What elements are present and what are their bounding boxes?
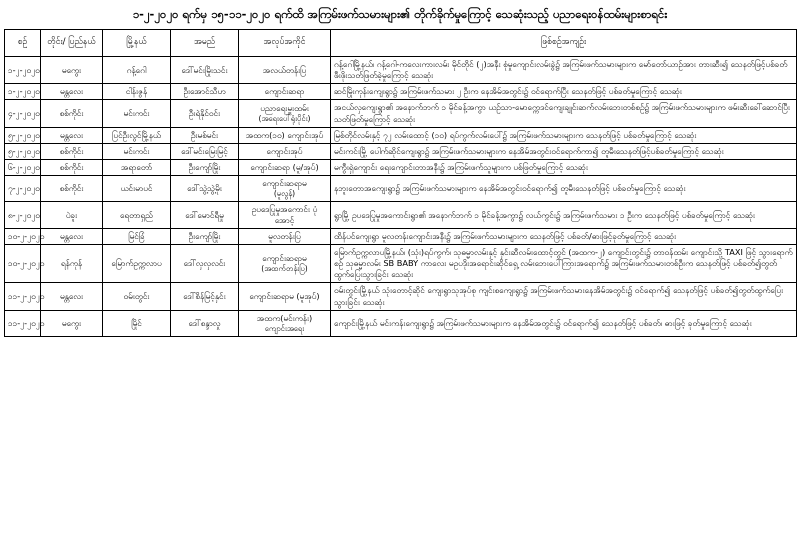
column-header-township: မြို့နယ် — [103, 30, 171, 57]
cell-region: မကွေး — [41, 310, 103, 336]
cell-township: မင်းကင်း — [103, 143, 171, 159]
cell-name: ဒေါ်စန္ဒာလှု — [171, 310, 239, 336]
cell-name: ဦးမစ်မင်း — [171, 127, 239, 143]
table-row — [5, 84, 797, 100]
cell-township: မြင်ခြံ — [103, 229, 171, 245]
cell-region: မကွေး — [41, 57, 103, 84]
cell-no: ၁-၂-၂၀၂၀ — [5, 84, 41, 100]
cell-name: ဒေါ်မောင်ရီမှု — [171, 202, 239, 229]
cell-name: ဒေါ်မင်းမြေးမြင့် — [171, 143, 239, 159]
table-row — [5, 310, 797, 336]
cell-no: ၅-၂-၂၀၂၀ — [5, 143, 41, 159]
cell-township: အရာတော် — [103, 159, 171, 175]
cell-no: ၁၁-၂-၂၀၂၀ — [5, 310, 41, 336]
cell-occupation: အထက(မင်းကန်း) ကျောင်းအရေး — [239, 310, 331, 336]
column-header-region: တိုင်း/ ပြည်နယ် — [41, 30, 103, 57]
column-header-description: ဖြစ်စဉ်အကျဉ်း — [331, 30, 797, 57]
cell-region: စစ်ကိုင်း — [41, 100, 103, 127]
cell-description: မြောက်ဥက္ကလာပမြို့နယ်၊ (သုံး)ရပ်ကွက်၊ သုဓမ္မာလမ်းနှင့် နှင်းဆီလမ်းထောင့်တွင် (အထက-၂) ကျောင်းတွင်း၌ တာဝန်ထမ်း ကျောင်းသို့ TAXI ဖြင့် သွားရောက်စဉ် သုဓမ္မာလမ်း SB BABY ကာလေး မဥပဒိုးအရောင်းဆိုင်ရှေ့ လမ်းဘေးပေါ်ကြားအရောက်၌ အကြမ်းဖက်သမားတစ်ဦးက သေနတ်ဖြင့် ပစ်ခတ်၍တွတ်ထွက်ပြေးသွားခြင်း သေဆုံး — [331, 245, 797, 283]
cell-occupation: ကျောင်းဆရာမ (မူအုပ်) — [239, 283, 331, 310]
cell-occupation: ပညာရေးမှူးထမ်း (အရေးပေါ်ရုံးပိုင်း) — [239, 100, 331, 127]
cell-region: စစ်ကိုင်း — [41, 175, 103, 201]
cell-description: မင်းကင်းမြို့ ပေါက်ဆိုင်ကျေးရွာ၌ အကြမ်းဖက်သမားများက နေအိမ်အတွင်းဝင်ရောက်ကာ၍ တူမီးသေနတ်ဖြင့်ပစ်ခတ်မှုကြောင့် သေဆုံး — [331, 143, 797, 159]
page-title: ၁-၂-၂၀၂၀ ရက်မှ ၁၅-၁၁-၂၀၂၀ ရက်ထိ အကြမ်းဖက်သမားများ၏ တိုက်ခိုက်မှုကြောင့် သေဆုံးသည့် ပညာရေးဝန်ထမ်းများစာရင်း — [132, 7, 668, 21]
cell-name: ဦးရဲနိုင်ဝင်း — [171, 100, 239, 127]
table-row — [5, 202, 797, 229]
cell-township: ဂန့်ဂေါ — [103, 57, 171, 84]
table-row — [5, 143, 797, 159]
cell-region: မန္တလေး — [41, 127, 103, 143]
table-row — [5, 283, 797, 310]
cell-occupation: အထက(၁၀) ကျောင်းအုပ် — [239, 127, 331, 143]
cell-description: မြစ်တိုင်လမ်းနှင့် ၇၂ လမ်းထောင့် (၁၀) ရပ်ကွက်လမ်းပေါ်၌ အကြမ်းဖက်သမားများက သေနတ်ဖြင့် ပစ်ခတ်မှုကြောင့် သေဆုံး — [331, 127, 797, 143]
cell-no: ၁၀-၂-၂၀၂၀ — [5, 229, 41, 245]
cell-occupation: ကျောင်းဆရာ (မူ/အုပ်) — [239, 159, 331, 175]
table-header-row — [5, 30, 797, 57]
cell-township: ပြင်ဦးလွင်မြို့နယ် — [103, 127, 171, 143]
cell-description: အငယ်လှကျေးရွာ၏ အနောက်ဘက် ၁ မိုင်ခန့်အကွာ ယဉ်သာ-မောက္ကေဒင်ကျေးချုင်းဆက်လမ်းဘေးတစ်စဉ်၌ အကြမ်းဖက်သမားများက ဖမ်းဆီးခေါ်ဆောင်ပြီး သတ်ဖြတ်မှုကြောင့် သေဆုံး — [331, 100, 797, 127]
cell-name: ဒေါ်သွဲ့သွဲ့မိုး — [171, 175, 239, 201]
cell-region: မန္တလေး — [41, 283, 103, 310]
table-row — [5, 57, 797, 84]
cell-no: ၁-၂-၂၀၂၀ — [5, 57, 41, 84]
column-header-occupation: အလုပ်အကိုင် — [239, 30, 331, 57]
cell-name: ဒေါ်လှလှလင်း — [171, 245, 239, 283]
cell-region: စစ်ကိုင်း — [41, 159, 103, 175]
cell-township: ယင်းမာပင် — [103, 175, 171, 201]
column-header-name: အမည် — [171, 30, 239, 57]
cell-no: ၄-၂-၂၀၂၀ — [5, 100, 41, 127]
cell-region: စစ်ကိုင်း — [41, 143, 103, 159]
cell-description: ဂန့်ဂေါမြို့နယ်၊ ဂန့်ဂေါ-ကလေးကားလမ်း မိုင်တိုင် (၂)အနီး စုံမှုကျောင်းလမ်းခွဲ၌ အကြမ်းဖက်သမားများက မော်တော်ယာဉ်အား တားဆီး၍ သေနတ်ဖြင့်ပစ်ခတ် ဖီးဖိုးသတ်ဖြတ်ခဲ့မှုကြောင့် သေဆုံး — [331, 57, 797, 84]
cell-no: ၇-၂-၂၀၂၀ — [5, 175, 41, 201]
table-row — [5, 100, 797, 127]
table-row — [5, 175, 797, 201]
cell-no: ၈-၂-၂၀၂၀ — [5, 202, 41, 229]
cell-occupation: ကျောင်းအုပ် — [239, 143, 331, 159]
cell-occupation: ဥပဒေပြုမှုအကောင်း ပုံအောင့် — [239, 202, 331, 229]
cell-no: ၁၀-၂-၂၀၂၀ — [5, 245, 41, 283]
cell-occupation: ကျောင်းဆရာ — [239, 84, 331, 100]
cell-description: ထိန်ပင်ကျေးရွာ မူလတန်းကျောင်းအနီး၌ အကြမ်းဖက်သမားများက သေနတ်ဖြင့် ပစ်ခတ်/ဓားဖြင့်ခုတ်မှုကြောင့် သေဆုံး — [331, 229, 797, 245]
cell-township: မြိုင် — [103, 310, 171, 336]
table-row — [5, 159, 797, 175]
cell-region: ပဲခူး — [41, 202, 103, 229]
table-row — [5, 245, 797, 283]
table-body — [5, 57, 797, 337]
cell-region: မန္တလေး — [41, 84, 103, 100]
cell-name: ဦးကျော်မြိုး — [171, 159, 239, 175]
cell-no: ၁၁-၂-၂၀၂၀ — [5, 283, 41, 310]
cell-occupation: ကျောင်းဆရာမ (မူလွန်) — [239, 175, 331, 201]
cell-no: ၅-၂-၂၀၂၀ — [5, 127, 41, 143]
cell-region: မန္တလေး — [41, 229, 103, 245]
cell-township: ရေတာရှည် — [103, 202, 171, 229]
cell-description: နဘူးတောအကျေးရွာ၌ အကြမ်းဖက်သမားများက နေအိမ်အတွင်းဝင်ရောက်၍ တူမီးသေနတ်ဖြင့် ပစ်ခတ်မှုကြောင့် သေဆုံး — [331, 175, 797, 201]
table-row — [5, 229, 797, 245]
cell-occupation: မူလတန်းပြ — [239, 229, 331, 245]
cell-occupation: ကျောင်းဆရာမ (အထက်တန်းပြ) — [239, 245, 331, 283]
cell-description: မကွီးရှဲကျောင်း ရေးကျောင်းတာအနီး၌ အကြမ်းဖက်သူများက ပစ်ဖြတ်မှုကြောင့် သေဆုံး — [331, 159, 797, 175]
cell-name: ဦးအောင်သီဟ — [171, 84, 239, 100]
cell-no: ၆-၂-၂၀၂၀ — [5, 159, 41, 175]
casualty-table — [4, 29, 797, 337]
cell-name: ဦးကျော်မြိုး — [171, 229, 239, 245]
cell-township: ဝမ်းတွင်း — [103, 283, 171, 310]
cell-description: ကျောင်းမြို့နယ် မင်းကန်းကျေးရွာ၌ အကြမ်းဖက်သမားများက နေအိမ်အတွင်း၌ ဝင်ရောက်၍ သေနတ်ဖြင့် ပစ်ခတ်၊ ဓားဖြင့် ခုတ်မှုကြောင့် သေဆုံး — [331, 310, 797, 336]
cell-description: ဝမ်းတွင်းမြို့နယ် သုံးတောင့်ဆိုင် ကျေးရွာသုအုပ်စု ကျင်းစကျေးရွာ၌ အကြမ်းဖက်သမားနေအိမ်အတွင်း၌ ဝင်ရောက်၍ သေနတ်ဖြင့် ပစ်ခတ်၍တွတ်ထွက်ပြေးသွားခြင်း သေဆုံး — [331, 283, 797, 310]
cell-description: ဆင်မြိုးကုန်းကျေးရွာ၌ အကြမ်းဖက်သမား ၂ ဦးက နေအိမ်အတွင်း၌ ဝင်ရောက်ပြီး သေနတ်ဖြင့် ပစ်ခတ်မှုကြောင့် သေဆုံး — [331, 84, 797, 100]
cell-occupation: အလယ်တန်းပြ — [239, 57, 331, 84]
cell-name: ဒေါ်မင်းမြိုးသင်း — [171, 57, 239, 84]
cell-description: ရွာမြို့ ဥပဒေပြုမှုအကောင်းရွာ၏ အနောက်ဘက် ၁ မိုင်ခန့်အကွာ၌ လယ်ကွင်း၌ အကြမ်းဖက်သမား ၁ ဦးက သေနတ်ဖြင့် ပစ်ခတ်မှုကြောင့် သေဆုံး — [331, 202, 797, 229]
cell-township: ငါန်းဇွန် — [103, 84, 171, 100]
cell-region: ရန်ကုန် — [41, 245, 103, 283]
cell-township: မြောက်ဥက္ကလာပ — [103, 245, 171, 283]
column-header-no: စဉ် — [5, 30, 41, 57]
table-row — [5, 127, 797, 143]
cell-township: မင်းကင်း — [103, 100, 171, 127]
cell-name: ဒေါ်စိန်မြင့်နှင်း — [171, 283, 239, 310]
